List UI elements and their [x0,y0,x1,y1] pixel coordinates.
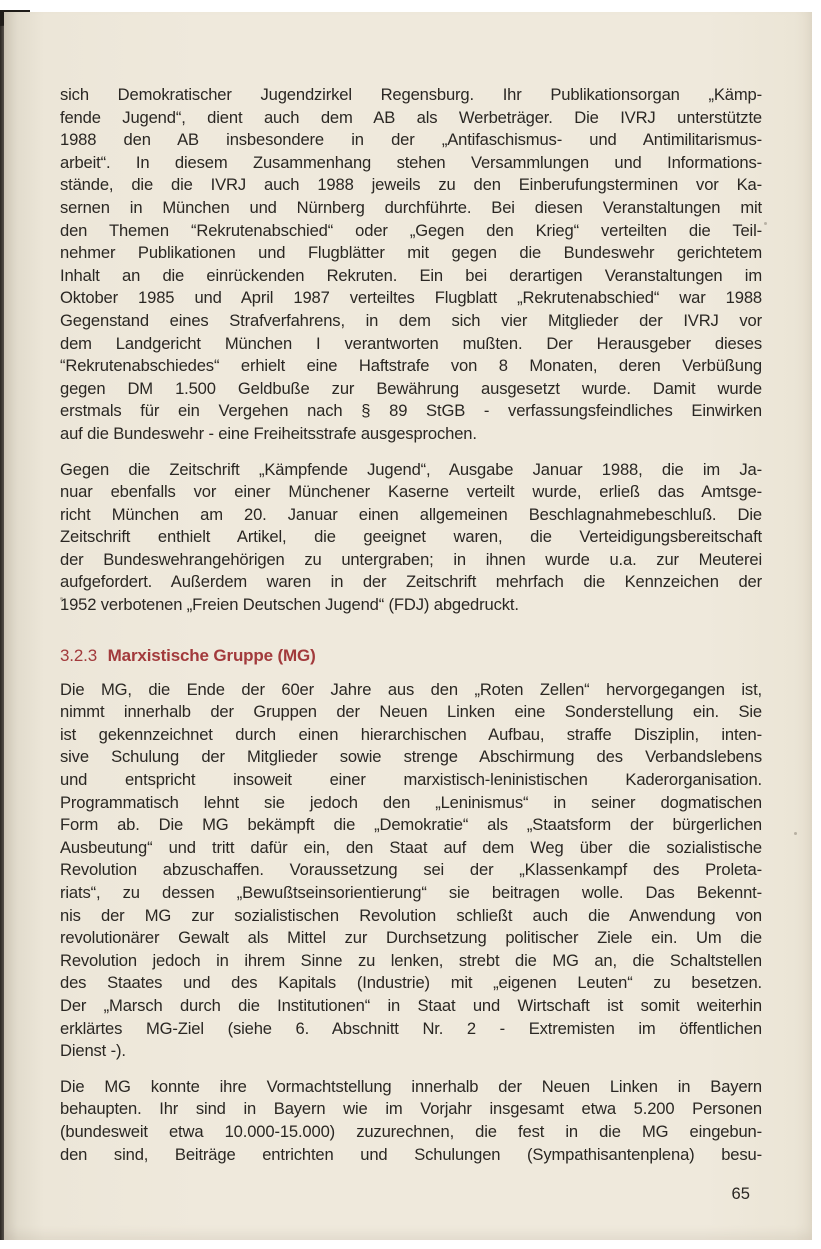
text-line: sive Schulung der Mitglieder sowie strenge Abschirmung des Verbandslebens [60,747,762,767]
text-line: stände, die die IVRJ auch 1988 jeweils zu den Einberufungsterminen vor Ka- [60,175,762,195]
paragraph-mg-membership [60,1076,762,1166]
text-line: dem Landgericht München I verantworten mußten. Der Herausgeber dieses [60,333,762,353]
text-line: und entspricht insoweit einer marxistisch-leninistischen Kaderorganisation. [60,770,762,790]
text-line: Der „Marsch durch die Institutionen“ in Staat und Wirtschaft ist somit weiterhin [60,995,762,1015]
text-line: nuar ebenfalls vor einer Münchener Kaserne verteilt wurde, erließ das Amtsge- [60,482,762,502]
text-line: Die MG, die Ende der 60er Jahre aus den „Roten Zellen“ hervorgegangen ist, [60,679,762,699]
text-line: Form ab. Die MG bekämpft die „Demokratie“ als „Staatsform der bürgerlichen [60,815,762,835]
paragraph-kaempfende-jugend-seizure [60,459,762,617]
text-line: arbeit“. In diesem Zusammenhang stehen Versammlungen und Informations- [60,152,762,172]
page-number: 65 [731,1184,750,1203]
text-line: erklärtes MG-Ziel (siehe 6. Abschnitt Nr. 2 - Extremisten im öffentlichen [60,1018,762,1038]
text-line: den sind, Beiträge entrichten und Schulungen (Sympathisantenplena) besu- [60,1144,762,1164]
text-line: sernen in München und Nürnberg durchführte. Bei diesen Veranstaltungen mit [60,197,762,217]
text-line: erstmals für ein Vergehen nach § 89 StGB - verfassungsfeindliches Einwirken [60,401,762,421]
text-line: ist gekennzeichnet durch einen hierarchischen Aufbau, straffe Disziplin, inten- [60,724,762,744]
text-line: richt München am 20. Januar einen allgemeinen Beschlagnahmebeschluß. Die [60,504,762,524]
text-line: Programmatisch lehnt sie jedoch den „Leninismus“ in seiner dogmatischen [60,792,762,812]
section-title: Marxistische Gruppe (MG) [107,645,316,665]
paragraph-ivrj-activities [60,84,762,446]
text-line: Die MG konnte ihre Vormachtstellung innerhalb der Neuen Linken in Bayern [60,1076,762,1096]
text-line: der Bundeswehrangehörigen zu untergraben; in ihnen wurde u.a. zur Meuterei [60,549,762,569]
text-line: aufgefordert. Außerdem waren in der Zeitschrift mehrfach die Kennzeichen der [60,572,762,592]
text-line: Ausbeutung“ und tritt dafür ein, den Staat auf dem Weg über die sozialistische [60,837,762,857]
text-line: gegen DM 1.500 Geldbuße zur Bewährung ausgesetzt wurde. Damit wurde [60,378,762,398]
text-line: revolutionärer Gewalt als Mittel zur Durchsetzung politischer Ziele ein. Um die [60,928,762,948]
text-line: fende Jugend“, dient auch dem AB als Werbeträger. Die IVRJ unterstützte [60,107,762,127]
text-line: Inhalt an die einrückenden Rekruten. Ein bei derartigen Veranstaltungen im [60,265,762,285]
text-line: Gegen die Zeitschrift „Kämpfende Jugend“, Ausgabe Januar 1988, die im Ja- [60,459,762,479]
text-line: (bundesweit etwa 10.000-15.000) zuzurechnen, die fest in die MG eingebun- [60,1121,762,1141]
text-line: des Staates und des Kapitals (Industrie) mit „eigenen Leuten“ zu besetzen. [60,973,762,993]
paper-speck [794,832,797,835]
paper-speck [764,222,767,225]
text-line: Dienst -). [60,1041,126,1061]
text-line: nimmt innerhalb der Gruppen der Neuen Linken eine Sonderstellung ein. Sie [60,702,762,722]
text-line: nis der MG zur sozialistischen Revolution schließt auch die Anwendung von [60,905,762,925]
text-line: den Themen “Rekrutenabschied“ oder „Gegen den Krieg“ verteilten die Teil- [60,220,762,240]
page-body [60,84,762,1179]
text-line: “Rekrutenabschiedes“ erhielt eine Haftstrafe von 8 Monaten, deren Verbüßung [60,356,762,376]
text-line: sich Demokratischer Jugendzirkel Regensburg. Ihr Publikationsorgan „Kämp- [60,85,762,104]
text-line: Zeitschrift enthielt Artikel, die geeignet waren, die Verteidigungsbereitschaft [60,527,762,547]
paragraph-mg-description [60,679,762,1063]
text-line: 1988 den AB insbesondere in der „Antifaschismus- und Antimilitarismus- [60,130,762,150]
text-line: Revolution abzuschaffen. Voraussetzung sei der „Klassenkampf des Proleta- [60,860,762,880]
section-heading [60,645,762,667]
text-line: nehmer Publikationen und Flugblätter mit gegen die Bundeswehr gerichtetem [60,243,762,263]
text-line: Revolution jedoch in ihrem Sinne zu lenken, strebt die MG an, die Schaltstellen [60,950,762,970]
text-line: riats“, zu dessen „Bewußtseinsorientierung“ sie beitragen wolle. Das Bekennt- [60,883,762,902]
section-number: 3.2.3 [60,645,98,665]
text-line: Gegenstand eines Strafverfahrens, in dem sich vier Mitglieder der IVRJ vor [60,310,762,330]
text-line: 1952 verbotenen „Freien Deutschen Jugend“ (FDJ) abgedruckt. [60,595,519,615]
text-line: Oktober 1985 und April 1987 verteiltes Flugblatt „Rekrutenabschied“ war 1988 [60,288,762,308]
text-line: auf die Bundeswehr - eine Freiheitsstrafe ausgesprochen. [60,423,477,443]
text-line: behaupten. Ihr sind in Bayern wie im Vorjahr insgesamt etwa 5.200 Personen [60,1099,762,1119]
